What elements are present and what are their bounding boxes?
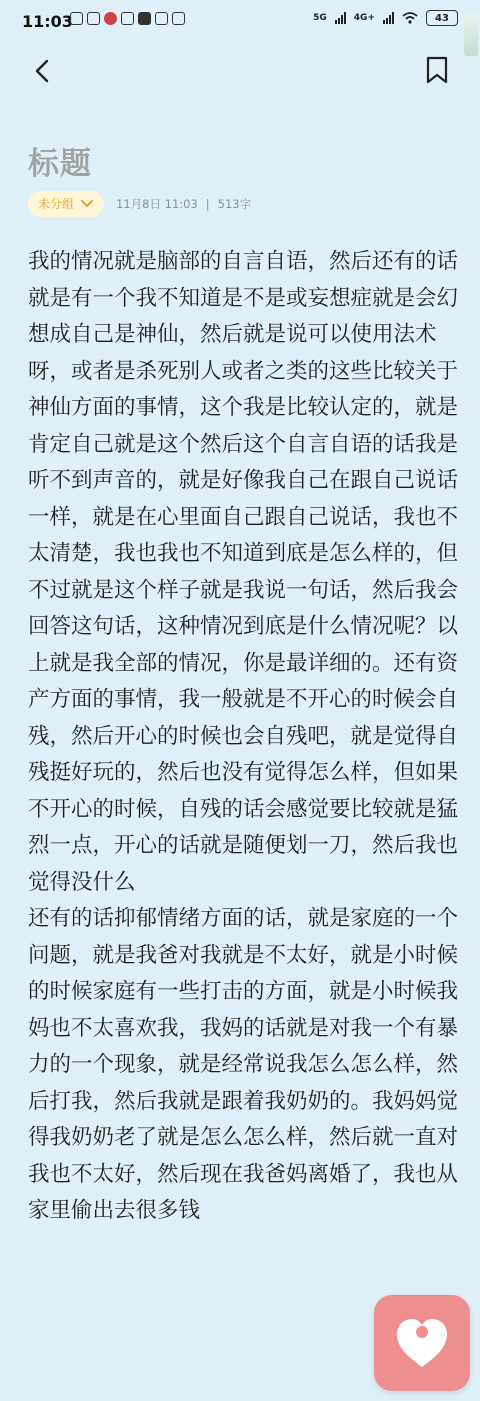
battery-indicator: 43 <box>426 10 458 26</box>
toolbar <box>0 48 480 92</box>
note-paragraph: 还有的话抑郁情绪方面的话，就是家庭的一个问题，就是我爸对我就是不太好，就是小时候的时候家庭有一些打击的方面，就是小时候我妈也不太喜欢我，我妈的话就是对我一个有暴力的一个现象，就是经常说我怎么怎么样，然后打我，然后我就是跟着我奶奶的。我妈妈觉得我奶奶老了就是怎么怎么样，然后就一直对我也不太好，然后现在我爸妈离婚了，我也从家里偷出去很多钱 <box>28 906 459 1223</box>
bookmark-icon <box>422 54 452 86</box>
app-notification-icon <box>172 12 185 25</box>
app-notification-icon <box>138 12 151 25</box>
note-body[interactable] <box>28 244 458 1230</box>
status-indicators <box>313 10 458 26</box>
word-count: 513字 <box>217 196 252 211</box>
heart-icon <box>391 1312 453 1374</box>
chevron-left-icon <box>28 56 58 86</box>
note-paragraph: 我的情况就是脑部的自言自语，然后还有的话就是有一个我不知道是不是或妄想症就是会幻想成自己是神仙，然后就是说可以使用法术呀，或者是杀死别人或者之类的这些比较关于神仙方面的事情，这个我是比较认定的，就是肯定自己就是这个然后这个自言自语的话我是听不到声音的，就是好像我自己在跟自己说话一样，就是在心里面自己跟自己说话，我也不太清楚，我也我也不知道到底是怎么样的，但不过就是这个样子就是我说一句话，然后我会回答这句话，这种情况到底是什么情况呢？以上就是我全部的情况，你是最详细的。还有资产方面的事情，我一般就是不开心的时候会自残，然后开心的时候也会自残吧，就是觉得自残挺好玩的，然后也没有觉得怎么样，但如果不开心的时候，自残的话会感觉要比较就是猛烈一点，开心的话就是随便划一刀，然后我也觉得没什么 <box>28 249 459 895</box>
status-bar <box>0 0 480 44</box>
note-meta <box>28 190 251 217</box>
bookmark-button[interactable] <box>422 54 452 86</box>
app-notification-icon <box>70 12 83 25</box>
notification-icons <box>70 12 185 25</box>
heart-float-button[interactable] <box>374 1295 470 1391</box>
app-notification-icon <box>87 12 100 25</box>
signal-icon <box>335 12 346 24</box>
wifi-icon <box>402 12 418 24</box>
app-notification-icon <box>155 12 168 25</box>
group-selector[interactable] <box>28 191 104 217</box>
network-label-4g: 4G+ <box>353 13 375 23</box>
status-time: 11:03 <box>22 12 73 31</box>
app-notification-icon <box>104 12 117 25</box>
network-label-5g: 5G <box>313 13 327 23</box>
meta-divider: | <box>205 196 210 211</box>
back-button[interactable] <box>28 56 58 86</box>
note-title[interactable]: 标题 <box>28 146 92 182</box>
signal-icon <box>383 12 394 24</box>
group-label: 未分组 <box>38 197 75 211</box>
note-date: 11月8日 11:03 <box>116 196 198 211</box>
app-notification-icon <box>121 12 134 25</box>
chevron-down-icon <box>80 199 94 209</box>
